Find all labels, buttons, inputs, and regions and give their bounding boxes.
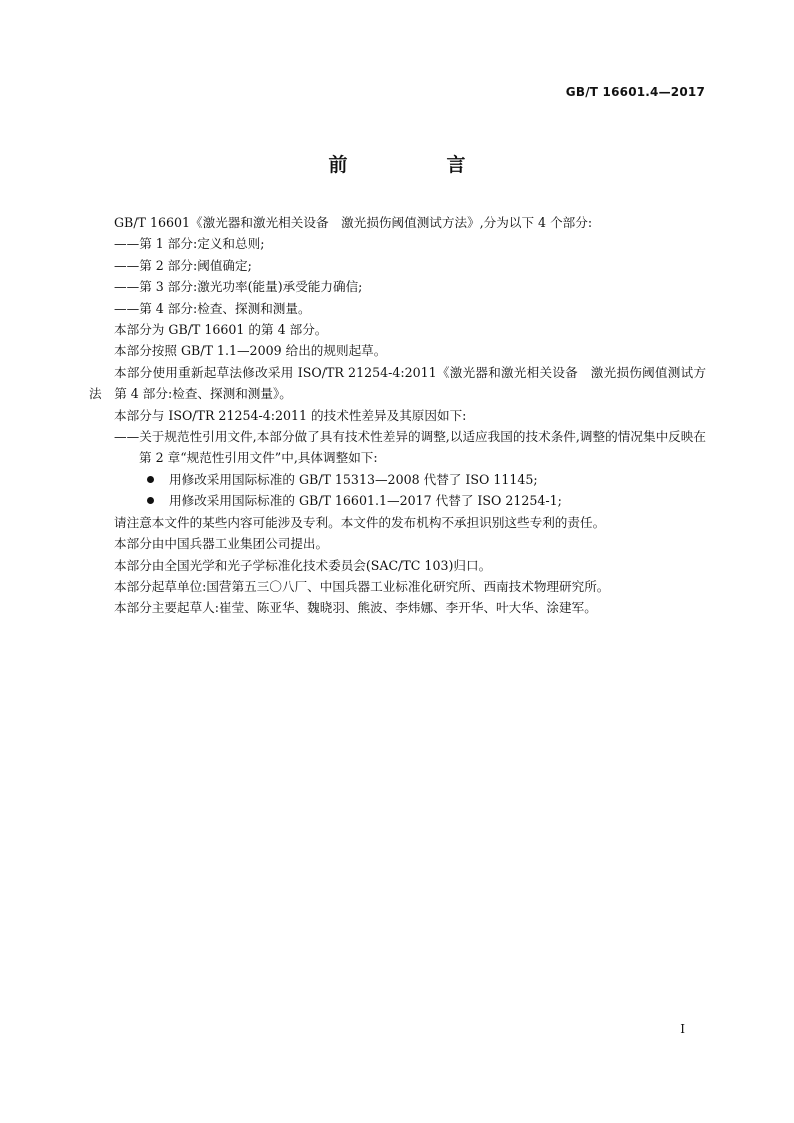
part-item: ——第 1 部分:定义和总则; [114,236,265,252]
intro-paragraph: GB/T 16601《激光器和激光相关设备 激光损伤阈值测试方法》,分为以下 4 个部分: [114,215,593,230]
page-number: I [680,1022,685,1036]
paragraph: 本部分起草单位:国营第五三〇八厂、中国兵器工业标准化研究所、西南技术物理研究所。 [114,578,610,594]
foreword-body [89,212,706,619]
bullet-dot-icon [147,497,154,504]
paragraph: 本部分为 GB/T 16601 的第 4 部分。 [114,322,328,338]
paragraph: 本部分与 ISO/TR 21254-4:2011 的技术性差异及其原因如下: [114,407,467,423]
paragraph: 本部分由中国兵器工业集团公司提出。 [114,536,329,552]
standard-code: GB/T 16601.4—2017 [565,85,705,99]
part-item: ——第 2 部分:阈值确定; [114,257,252,273]
paragraph: 本部分使用重新起草法修改采用 ISO/TR 21254-4:2011《激光器和激光相关设备 激光损伤阈值测试方法 第 4 部分:检查、探测和测量》。 [89,364,706,402]
paragraph: 请注意本文件的某些内容可能涉及专利。本文件的发布机构不承担识别这些专利的责任。 [114,514,606,530]
page-title: 前 言 [328,154,506,176]
part-item: ——第 4 部分:检查、探测和测量。 [114,300,311,316]
paragraph: 本部分按照 GB/T 1.1—2009 给出的规则起草。 [114,343,387,359]
paragraph: 本部分主要起草人:崔莹、陈亚华、魏晓羽、熊波、李炜娜、李开华、叶大华、涂建军。 [114,600,597,616]
part-item: ——第 3 部分:激光功率(能量)承受能力确信; [114,279,363,295]
difference-item: ——关于规范性引用文件,本部分做了具有技术性差异的调整,以适应我国的技术条件,调整的情况集中反映在第 2 章“规范性引用文件”中,具体调整如下: [114,429,706,466]
bullet-item [89,469,706,490]
paragraph: 本部分由全国光学和光子学标准化技术委员会(SAC/TC 103)归口。 [114,557,492,573]
bullet-dot-icon [147,476,154,483]
bullet-text: 用修改采用国际标准的 GB/T 16601.1—2017 代替了 ISO 21254-1; [169,493,562,509]
bullet-text: 用修改采用国际标准的 GB/T 15313—2008 代替了 ISO 11145; [169,471,538,487]
bullet-item [89,490,706,511]
